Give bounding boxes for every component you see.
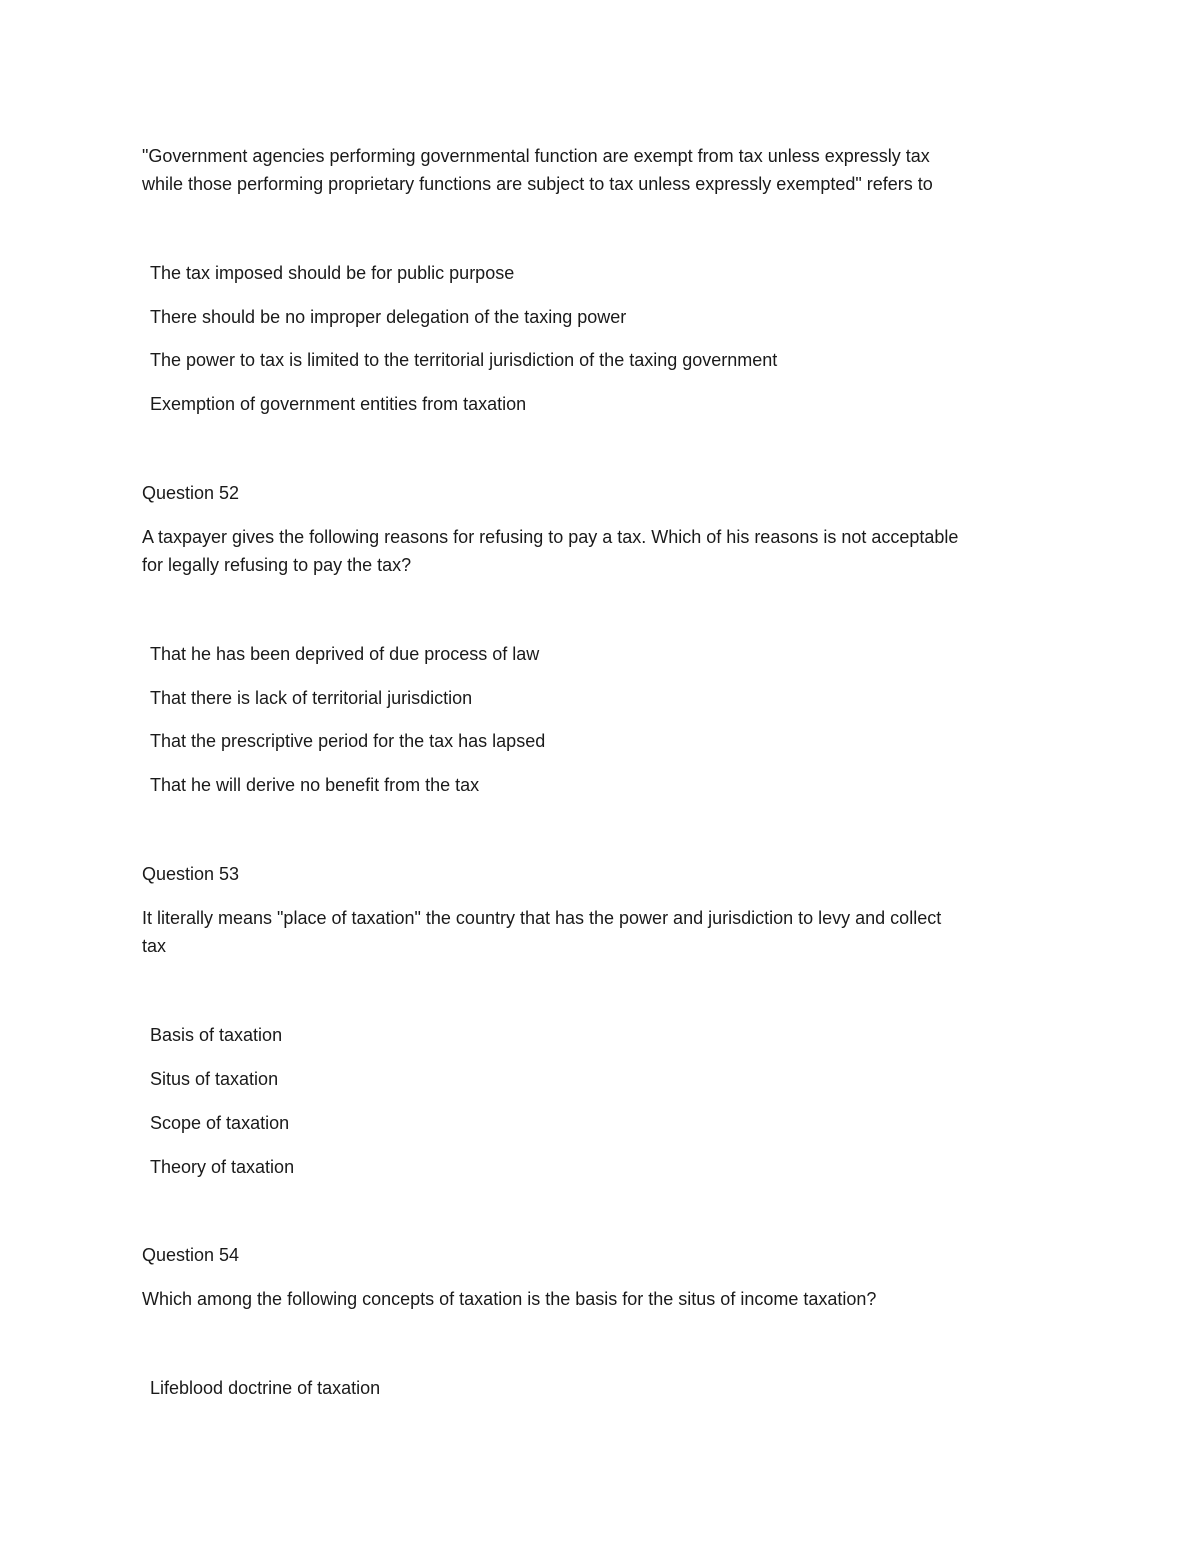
answer-option[interactable]: That he has been deprived of due process of law	[150, 644, 540, 664]
question-prompt-line: It literally means "place of taxation" the country that has the power and jurisdiction to levy and collect	[142, 908, 942, 928]
question-prompt-line: while those performing proprietary functions are subject to tax unless expressly exempted" refers to	[142, 174, 933, 194]
answer-option[interactable]: Scope of taxation	[150, 1113, 290, 1133]
answer-option[interactable]: Situs of taxation	[150, 1069, 279, 1089]
question-prompt-line: for legally refusing to pay the tax?	[142, 555, 412, 575]
question-heading: Question 53	[142, 864, 240, 884]
answer-option[interactable]: Theory of taxation	[150, 1157, 295, 1177]
answer-option[interactable]: That the prescriptive period for the tax has lapsed	[150, 731, 546, 751]
answer-option[interactable]: Basis of taxation	[150, 1025, 283, 1045]
answer-option[interactable]: There should be no improper delegation of the taxing power	[150, 307, 627, 327]
answer-option[interactable]: Exemption of government entities from taxation	[150, 394, 527, 414]
question-prompt-line: "Government agencies performing governmental function are exempt from tax unless expressly tax	[142, 146, 930, 166]
question-prompt-line: A taxpayer gives the following reasons for refusing to pay a tax. Which of his reasons is not acceptable	[142, 527, 959, 547]
answer-option[interactable]: That there is lack of territorial jurisdiction	[150, 688, 473, 708]
question-prompt-line: Which among the following concepts of taxation is the basis for the situs of income taxation?	[142, 1289, 877, 1309]
question-prompt-line: tax	[142, 936, 167, 956]
answer-option[interactable]: The power to tax is limited to the territorial jurisdiction of the taxing government	[150, 350, 778, 370]
question-heading: Question 52	[142, 483, 240, 503]
answer-option[interactable]: The tax imposed should be for public purpose	[150, 263, 515, 283]
answer-option[interactable]: Lifeblood doctrine of taxation	[150, 1378, 381, 1398]
question-heading: Question 54	[142, 1245, 240, 1265]
answer-option[interactable]: That he will derive no benefit from the tax	[150, 775, 480, 795]
